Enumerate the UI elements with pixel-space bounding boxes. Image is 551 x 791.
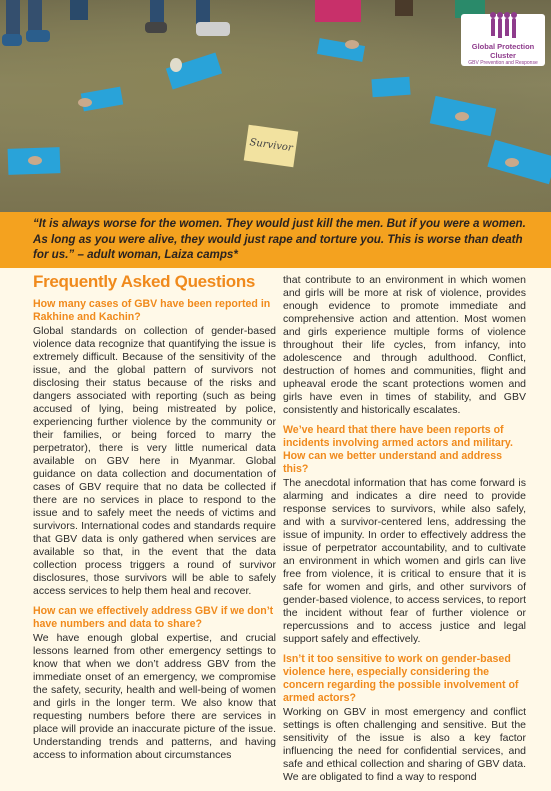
photo-stone xyxy=(78,98,92,107)
faq-heading: Frequently Asked Questions xyxy=(33,272,256,291)
faq-answer: We have enough global expertise, and crucial lessons learned from other emergency settings to know that when we don’t address GBV from the immediate onset of an emergency, we compromise the safety, security, health and well-being of women and girls in the longer term. We also know that requesting numbers before there are services in place will provide an inaccurate picture of the issue. Understanding trends and patterns, and having access to information about circumstances xyxy=(33,632,276,761)
faq-answer: The anecdotal information that has come forward is alarming and indicates a dire need to provide response services to survivors, while also safely, and with a survivor-centered lens, addressing the issue of impunity. In order to effectively address the issue of perpetrator accountability, and to cultivate an environment in which women and girls can live free from violence, it is critical to ensure that it is safe for women and girls, and other survivors of gender-based violence, to access services, to report the incident without fear of further violence or repercussions and to access justice and legal support safely and effectively. xyxy=(283,477,526,645)
person-leg xyxy=(70,0,88,20)
logo-tagline: GBV Prevention and Response xyxy=(468,60,538,66)
survivor-card: Survivor xyxy=(244,125,299,168)
faq-question: How can we effectively address GBV if we don’t have numbers and data to share? xyxy=(33,605,274,630)
logo-name: Global Protection Cluster xyxy=(471,42,535,60)
person-shoe xyxy=(26,30,50,42)
header-photo xyxy=(0,0,551,212)
faq-answer-continued: that contribute to an environment in which women and girls will be more at risk of violence, provides enough evidence to promote immediate and comprehensive action and attention. Most women and girls experience multiple forms of violence throughout their life cycles, from infancy, into adolescence and through adulthood. Conflict, destruction of homes and communities, flight and upheaval erode the scant protections women and girls have even in times of stability, and GBV consistently and historically escalates. xyxy=(283,274,526,416)
people-icon xyxy=(461,18,545,40)
photo-stone xyxy=(28,156,42,165)
person-leg xyxy=(6,0,20,38)
faq-right-column xyxy=(283,274,526,791)
photo-stone xyxy=(455,112,469,121)
faq-left-column xyxy=(33,272,276,766)
photo-stone xyxy=(345,40,359,49)
faq-question: How many cases of GBV have been reported in Rakhine and Kachin? xyxy=(33,298,271,323)
person-skirt xyxy=(315,0,361,22)
photo-card xyxy=(487,140,551,185)
person-leg xyxy=(196,0,210,24)
photo-card xyxy=(371,77,410,98)
person-shoe xyxy=(2,34,22,46)
person-leg xyxy=(28,0,42,34)
faq-answer: Global standards on collection of gender-based violence data recognize that quantifying the issue is extremely difficult. Because of the sensitivity of the issue, and the global pattern of survivors not disclosing their status because of the risks and dangers associated with reporting (such as being accused of lying, being mistreated by police, experiencing further violence by the community or their families, or being forced to marry the perpetrator), there is very little numerical data available on GBV here in Myanmar. Global guidance on data collection and documentation of cases of GBV require that no data be collected if there are no services in place to respond to the issue and to safely meet the needs of victims and survivors. International codes and standards require that GBV data is only gathered when services are available so that, in the event that the data collection process triggers a round of survivor disclosures, those survivors will be able to safely access services to help them heal and recover. xyxy=(33,325,276,597)
person-leg xyxy=(395,0,413,16)
person-shoe xyxy=(196,22,230,36)
quote-band xyxy=(0,212,551,268)
faq-question: We’ve heard that there have been reports of incidents involving armed actors and military. How can we better understand and address this? xyxy=(283,424,513,475)
person-shoe xyxy=(145,22,167,33)
photo-stone xyxy=(505,158,519,167)
quote-text: “It is always worse for the women. They would just kill the men. But if you were a women. As long as you were alive, they would just rape and torture you. This is worse than death for us.” – adult woman, Laiza camps* xyxy=(33,217,526,261)
faq-question: Isn’t it too sensitive to work on gender-based violence here, especially considering the concern regarding the possible involvement of armed actors? xyxy=(283,653,519,704)
faq-answer: Working on GBV in most emergency and conflict settings is often challenging and sensitive. But the sensitivity of the issue is also a key factor influencing the need for confidential services, and safe and ethical collection and sharing of GBV data. We are obligated to find a way to respond xyxy=(283,706,526,783)
global-protection-cluster-logo xyxy=(461,14,545,66)
photo-stone xyxy=(170,58,182,72)
